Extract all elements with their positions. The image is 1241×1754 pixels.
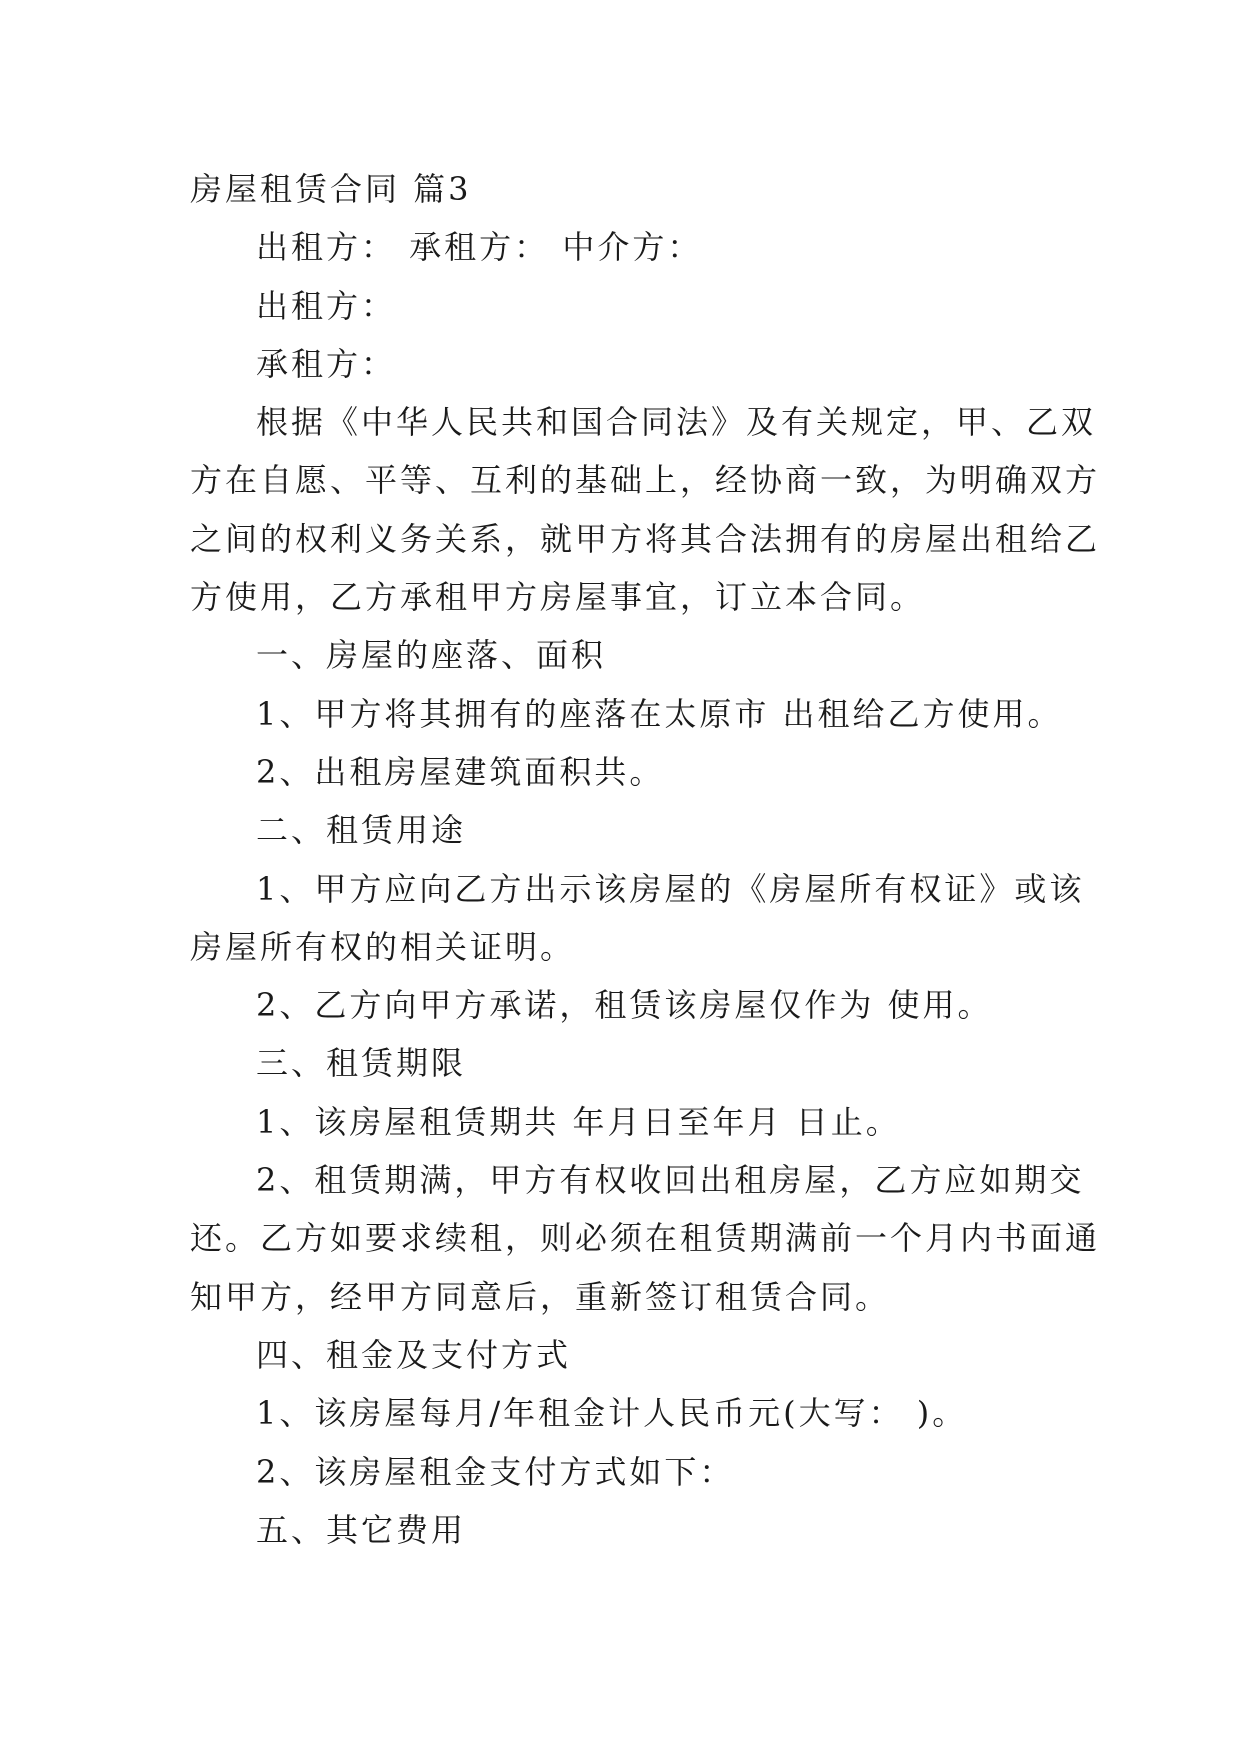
preamble-line: 根据《中华人民共和国合同法》及有关规定，甲、乙双 (256, 403, 1097, 442)
section-heading: 一、房屋的座落、面积 (256, 636, 607, 675)
clause-line: 2、租赁期满，甲方有权收回出租房屋，乙方应如期交 (256, 1161, 1085, 1200)
section-heading: 四、租金及支付方式 (256, 1335, 572, 1374)
clause-line: 知甲方，经甲方同意后，重新签订租赁合同。 (190, 1277, 891, 1316)
section-heading: 二、租赁用途 (256, 811, 467, 850)
clause-line: 1、该房屋租赁期共 年月日至年月 日止。 (256, 1102, 901, 1141)
document-body (190, 160, 1101, 1559)
parties-line: 出租方： 承租方： 中介方： (256, 228, 703, 267)
clause-line: 2、乙方向甲方承诺，租赁该房屋仅作为 使用。 (256, 986, 993, 1025)
clause-line: 1、该房屋每月/年租金计人民币元(大写： )。 (256, 1394, 968, 1433)
preamble-line: 方使用，乙方承租甲方房屋事宜，订立本合同。 (190, 578, 926, 617)
section-heading: 五、其它费用 (256, 1510, 467, 1549)
preamble-line: 方在自愿、平等、互利的基础上，经协商一致，为明确双方 (190, 461, 1101, 500)
preamble-line: 之间的权利义务关系，就甲方将其合法拥有的房屋出租给乙 (190, 519, 1101, 558)
clause-line: 房屋所有权的相关证明。 (190, 927, 576, 966)
document-title: 房屋租赁合同 篇3 (190, 170, 472, 208)
lessor-line: 出租方： (256, 286, 397, 325)
clause-line: 2、出租房屋建筑面积共。 (256, 752, 665, 791)
clause-line: 2、该房屋租金支付方式如下： (256, 1452, 735, 1491)
section-heading: 三、租赁期限 (256, 1044, 467, 1083)
lessee-line: 承租方： (256, 344, 397, 383)
clause-line: 1、甲方将其拥有的座落在太原市 出租给乙方使用。 (256, 694, 1063, 733)
clause-line: 还。乙方如要求续租，则必须在租赁期满前一个月内书面通 (190, 1219, 1101, 1258)
clause-line: 1、甲方应向乙方出示该房屋的《房屋所有权证》或该 (256, 869, 1085, 908)
